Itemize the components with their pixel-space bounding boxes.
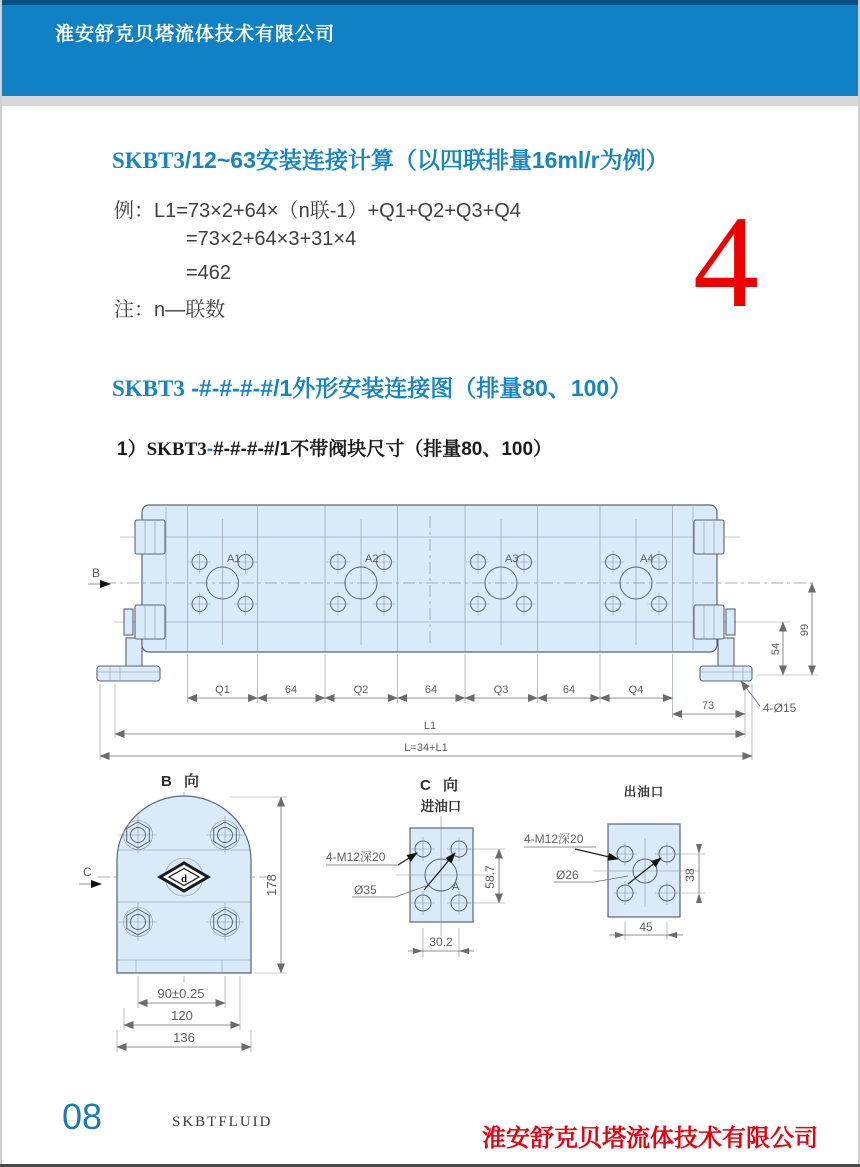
subtitle-model: SKBT3 — [146, 439, 207, 460]
view-b-bottom-dims — [75, 975, 305, 1065]
dim-178: 178 — [264, 874, 279, 896]
outlet-label: 出油口 — [623, 785, 665, 799]
dim-q4: Q4 — [628, 684, 644, 696]
dim-136: 136 — [173, 1030, 195, 1045]
section2-title-rest: -#-#-#-#/1外形安装连接图（排量80、100） — [191, 375, 633, 401]
dim-54: 54 — [770, 642, 782, 656]
formula-line-3: =462 — [186, 262, 232, 284]
main-assembly-drawing — [80, 485, 860, 783]
large-page-index: 4 — [693, 188, 759, 335]
dim-120: 120 — [171, 1008, 193, 1023]
note-label: 注： — [114, 299, 154, 321]
header-company-name: 淮安舒克贝塔流体技术有限公司 — [55, 24, 336, 45]
outlet-diameter-note: Ø26 — [556, 868, 579, 882]
section1-title-model: SKBT3 — [112, 148, 185, 173]
view-c-drawing — [320, 772, 535, 967]
dim-99: 99 — [799, 623, 811, 637]
inlet-port-letter: A — [452, 881, 460, 893]
formula-expression: L1=73×2+64×（n联-1）+Q1+Q2+Q3+Q4 — [154, 200, 521, 222]
dim-90: 90±0.25 — [157, 986, 205, 1001]
brand-logo-glyph: d — [180, 873, 188, 885]
view-arrow-b-label: B — [92, 566, 101, 580]
outlet-thread-note: 4-M12深20 — [524, 832, 584, 846]
dim-38: 38 — [683, 868, 697, 882]
dim-73: 73 — [701, 700, 715, 712]
footer-page-number: 08 — [62, 1096, 103, 1137]
section1-title-rest: /12~63安装连接计算（以四联排量16ml/r为例） — [184, 147, 669, 173]
dim-q2: Q2 — [353, 684, 369, 696]
dim-q3: Q3 — [493, 684, 509, 696]
dim-64a: 64 — [284, 684, 298, 696]
subtitle-rest: #-#-#-#/1不带阀块尺寸（排量80、100） — [213, 439, 553, 460]
inlet-diameter-note: Ø35 — [354, 883, 377, 897]
port-label-a4: A4 — [640, 553, 654, 565]
divider-body — [142, 505, 717, 652]
section2-subtitle — [117, 434, 552, 461]
dim-q1: Q1 — [215, 684, 230, 696]
bolt-bottom-left — [135, 605, 165, 639]
footer-brand: SKBTFLUID — [172, 1114, 273, 1130]
port-label-a3: A3 — [505, 553, 519, 565]
dim-45: 45 — [639, 920, 653, 934]
view-c-sublabel: 进油口 — [420, 799, 462, 814]
formula-line-1 — [114, 194, 521, 223]
example-label: 例： — [114, 200, 154, 222]
dim-64b: 64 — [424, 684, 438, 696]
section1-title — [112, 142, 669, 175]
page-edge-left — [0, 0, 2, 1167]
formula-line-2: =73×2+64×3+31×4 — [186, 228, 357, 250]
dim-l-total: L=34+L1 — [404, 742, 448, 754]
dim-64c: 64 — [562, 684, 576, 696]
header-band — [0, 0, 860, 96]
port-label-a1: A1 — [227, 553, 241, 565]
outlet-flange-face — [608, 824, 680, 917]
formula-note — [114, 293, 225, 322]
view-outlet-drawing — [520, 778, 755, 943]
dim-58-7: 58.7 — [483, 865, 497, 889]
inlet-thread-note: 4-M12深20 — [326, 850, 386, 864]
view-arrow-c-label: C — [83, 865, 92, 879]
dim-foot-holes: 4-Ø15 — [763, 701, 797, 715]
subtitle-dash: - — [206, 439, 214, 460]
view-c-label: C 向 — [419, 777, 463, 794]
bolt-top-right — [694, 520, 724, 554]
header-navy-strip — [0, 0, 860, 5]
dim-30-2: 30.2 — [429, 935, 453, 949]
dim-l1: L1 — [423, 720, 437, 732]
bolt-top-left — [135, 520, 165, 554]
header-divider — [0, 96, 860, 106]
section2-title-model: SKBT3 — [112, 376, 185, 401]
note-text: n—联数 — [154, 299, 226, 321]
subtitle-prefix: 1） — [117, 439, 147, 460]
port-label-a2: A2 — [365, 553, 379, 565]
footer-company-name: 淮安舒克贝塔流体技术有限公司 — [482, 1125, 818, 1152]
bolt-bottom-right — [694, 605, 724, 639]
section2-title — [112, 370, 632, 403]
view-b-label: B 向 — [161, 773, 204, 790]
